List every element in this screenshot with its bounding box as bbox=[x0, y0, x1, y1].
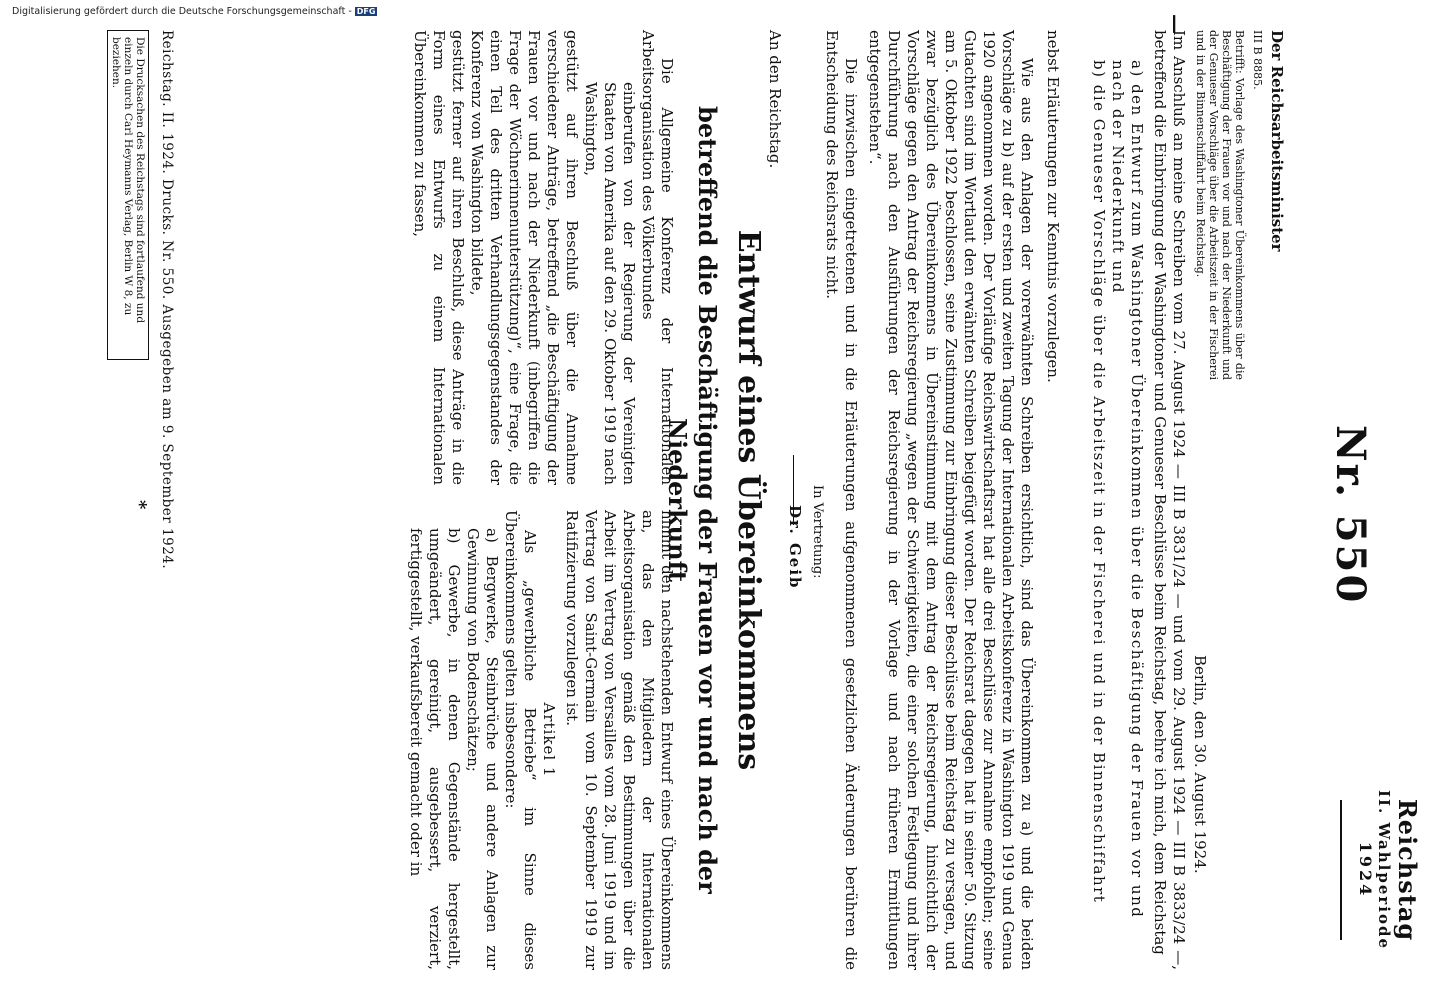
draft-title: Entwurf eines Übereinkommens bbox=[731, 229, 766, 771]
letter-item-a: a) den Entwurf zum Washingtoner Übereinkommen über die Beschäftigung der Frauen vor und nach der Niederkunft und bbox=[1109, 60, 1146, 919]
year-label: 1924 bbox=[1356, 841, 1375, 899]
letter-closing: nebst Erläuterungen zur Kenntnis vorzulegen. bbox=[1044, 30, 1062, 383]
draft-left-column bbox=[410, 30, 676, 485]
credit-text bbox=[12, 6, 377, 17]
article-heading: Artikel 1 bbox=[540, 702, 558, 778]
signature: Dr. Geib bbox=[786, 505, 804, 590]
draft-right-item-b: b) Gewerbe, in denen Gegenstände hergestellt, umgeändert, gereinigt, ausgebessert, verziert, fertiggestellt, verkaufsbereit gemacht oder in bbox=[407, 528, 463, 970]
draft-right-item-a: a) Bergwerke, Steinbrüche und andere Anlagen zur Gewinnung von Bodenschätzen; bbox=[464, 528, 501, 970]
draft-left-p2: einberufen von der Regierung der Vereinigten Staaten von Amerika auf den 29. Oktober 1919 nach Washington, bbox=[582, 82, 638, 485]
document-number: Nr. 550 bbox=[1327, 425, 1374, 605]
addressee: An den Reichstag. bbox=[766, 30, 784, 169]
draft-right-column bbox=[406, 510, 676, 970]
dfg-logo: DFG bbox=[356, 7, 376, 16]
draft-subtitle: betreffend die Beschäftigung der Frauen vor und nach der Niederkunft bbox=[663, 106, 722, 894]
draft-right-p1: nimmt den nachstehenden Entwurf eines Übereinkommens an, das den Mitgliedern der Internationalen Arbeitsorganisation gemäß den Bestimmungen über die Arbeit im Vertrag von Versailles vom 28. Juni 1919 und im Vertrag von Saint-Germain vom 10. September 1919 zur Ratifizierung vorzulegen ist. bbox=[563, 510, 676, 970]
draft-right-p2: Als „gewerbliche Betriebe“ im Sinne dieses Übereinkommens gelten insbesondere: bbox=[502, 510, 539, 970]
wahlperiode-label: II. Wahlperiode bbox=[1375, 789, 1393, 950]
letter-item-list bbox=[1089, 60, 1146, 960]
footer-imprint: Reichstag. II. 1924. Drucks. Nr. 550. Ausgegeben am 9. September 1924. bbox=[159, 30, 175, 570]
place-date: Berlin, den 30. August 1924. bbox=[1191, 655, 1209, 874]
sender-title: Der Reichsarbeitsminister bbox=[1268, 30, 1286, 252]
letter-para1: Wie aus den Anlagen der vorerwähnten Schreiben ersichtlich, sind das Übereinkommen zu a) und die beiden Vorschläge zu b) auf der ersten und zweiten Tagung der Internationalen Arbeitskonferenz in Washington 1919 und Genua 1920 angenommen worden. Der Vorläufige Reichswirtschaftsrat hat alle drei Beschlüsse zur Annahme empfohlen; seine Gutachten sind im Wortlaut den erwähnten Schreiben beigefügt worden. Der Reichsrat dagegen hat in seiner 50. Sitzung am 5. Oktober 1922 beschlossen, seine Zustimmung zur Einbringung dieser Beschlüsse beim Reichstag zu versagen, und zwar bezüglich des Übereinkommens in Übereinstimmung mit dem Antrag der Reichsregierung, hinsichtlich der Vorschläge gegen den Antrag der Reichsregierung „wegen der Schwierigkeiten, die einer solchen Festlegung und ihrer Durchführung nach den Ausführungen der Reichsregierung in der Vorlage und nach früheren Ermittlungen entgegenstehen“. bbox=[866, 30, 1036, 970]
reichstag-heading: Reichstag bbox=[1393, 798, 1422, 942]
letter-item-b: b) die Genueser Vorschläge über die Arbeitszeit in der Fischerei und in der Binnenschiffahrt bbox=[1090, 60, 1108, 904]
credit-label: Digitalisierung gefördert durch die Deutsche Forschungsgemeinschaft - bbox=[12, 6, 352, 17]
header-block bbox=[1356, 770, 1422, 970]
draft-left-p4: gestützt ferner auf ihren Beschluß, diese Anträge in die Form eines Entwurfs zu einem Internationalen Übereinkommen zu fassen, bbox=[411, 30, 467, 485]
header-rule bbox=[1340, 800, 1342, 940]
footer-box-text: Die Drucksachen des Reichstags sind fortlaufend und einzeln durch Carl Heymanns Verlag, Berlin W 8, zu beziehen. bbox=[107, 30, 149, 360]
letter-intro: Im Anschluß an meine Schreiben vom 27. August 1924 — III B 3831/24 — und vom 29. August 1924 — III B 3833/24 —, betreffend die Einbringung der Washingtoner und Genueser Beschlüsse beim Reichstag, beehre ich mich, dem Reichstag bbox=[1151, 30, 1188, 970]
draft-left-p1: Die Allgemeine Konferenz der Internationalen Arbeitsorganisation des Völkerbundes bbox=[639, 30, 676, 485]
section-rule bbox=[793, 455, 794, 525]
footer-box bbox=[107, 30, 149, 360]
margin-dash: — bbox=[1164, 14, 1188, 34]
sender-ref: III B 8885. bbox=[1251, 30, 1264, 90]
footer-star: * bbox=[129, 500, 150, 510]
signature-pre: In Vertretung: bbox=[810, 485, 825, 579]
letter-para2: Die inzwischen eingetretenen und in die Erläuterungen aufgenommenen gesetzlichen Änderungen berühren die Entscheidung des Reichsrats nicht. bbox=[823, 30, 860, 970]
betrifft-text: Betrifft: Vorlage des Washingtoner Übereinkommens über die Beschäftigung der Frauen vor und nach der Niederkunft und der Genueser Vorschläge über die Arbeitszeit in der Fischerei und in der Binnenschiffahrt beim Reichstag. bbox=[1194, 30, 1246, 380]
draft-left-p3: gestützt auf ihren Beschluß über die Annahme verschiedener Anträge, betreffend „die Beschäftigung der Frauen vor und nach der Niederkunft (inbegriffen die Frage der Wöchnerinnenunterstützung)“, eine Frage, die einen Teil des dritten Verhandlungsgegenstandes der Konferenz von Washington bildete, bbox=[468, 30, 581, 485]
